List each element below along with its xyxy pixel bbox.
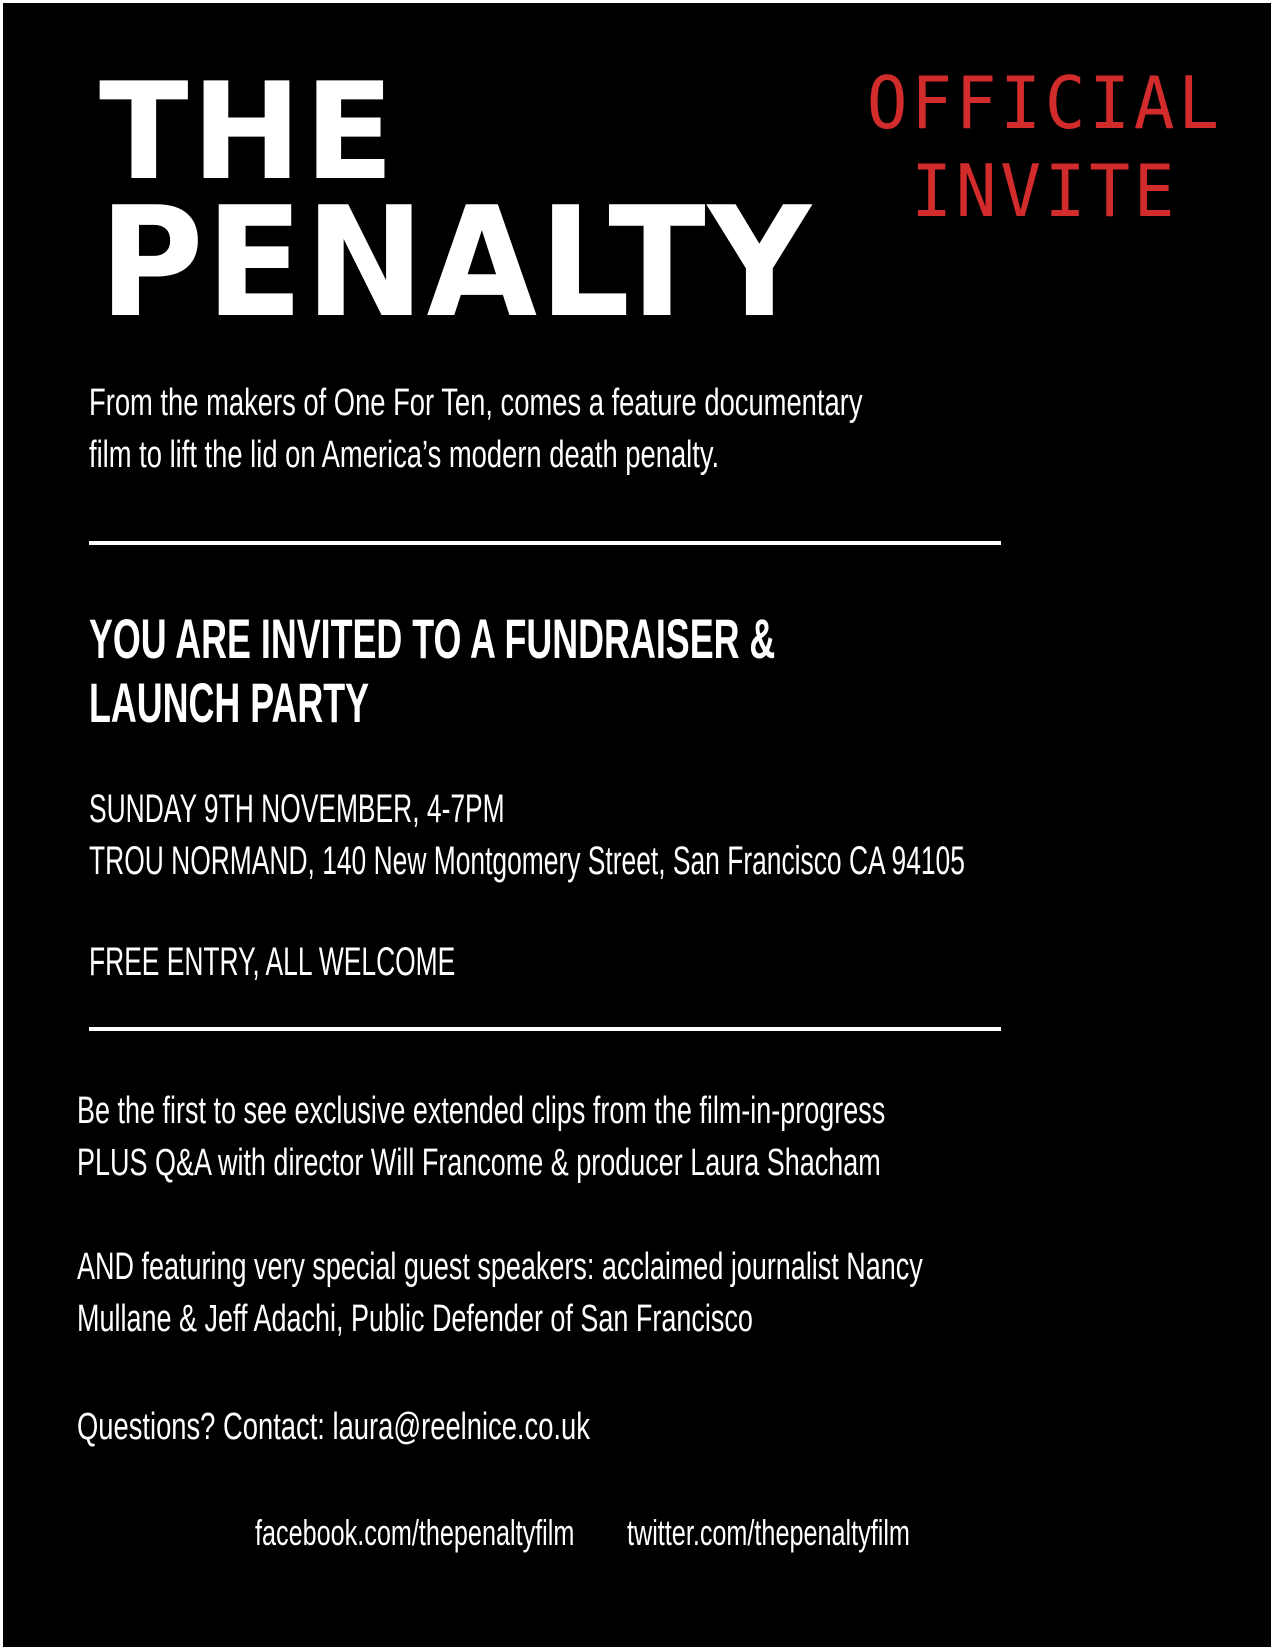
screening-details [77, 1085, 885, 1189]
intro-text [89, 377, 863, 481]
invitation-heading-line-1: YOU ARE INVITED TO A FUNDRAISER & [89, 607, 776, 670]
twitter-link[interactable]: twitter.com/thepenaltyfilm [627, 1512, 910, 1553]
guest-line-1: AND featuring very special guest speakers: acclaimed journalist Nancy [77, 1246, 923, 1288]
divider-bottom [89, 1027, 1001, 1031]
guest-line-2: Mullane & Jeff Adachi, Public Defender of San Francisco [77, 1298, 753, 1340]
entry-info: FREE ENTRY, ALL WELCOME [89, 940, 456, 984]
badge-line-official: OFFICIAL [866, 61, 1223, 145]
screening-line-2: PLUS Q&A with director Will Francome & producer Laura Shacham [77, 1142, 881, 1184]
badge-line-invite: INVITE [911, 149, 1179, 233]
invite-poster [3, 3, 1271, 1647]
invitation-heading-line-2: LAUNCH PARTY [89, 671, 370, 734]
intro-line-1: From the makers of One For Ten, comes a feature documentary [89, 382, 863, 424]
title-line-penalty: PENALTY [99, 174, 813, 351]
intro-line-2: film to lift the lid on America’s modern death penalty. [89, 434, 720, 476]
official-invite-badge [867, 59, 1223, 235]
event-date: SUNDAY 9TH NOVEMBER, 4-7PM [89, 787, 505, 831]
screening-line-1: Be the first to see exclusive extended clips from the film-in-progress [77, 1090, 886, 1132]
event-date-venue [89, 783, 965, 887]
invitation-heading [89, 607, 775, 735]
event-venue: TROU NORMAND, 140 New Montgomery Street, San Francisco CA 94105 [89, 839, 965, 883]
contact-info: Questions? Contact: laura@reelnice.co.uk [77, 1406, 590, 1448]
film-title [99, 54, 859, 351]
guest-speakers [77, 1241, 923, 1345]
facebook-link[interactable]: facebook.com/thepenaltyfilm [255, 1512, 575, 1553]
divider-top [89, 541, 1001, 545]
title-line-the: THE [99, 54, 398, 210]
